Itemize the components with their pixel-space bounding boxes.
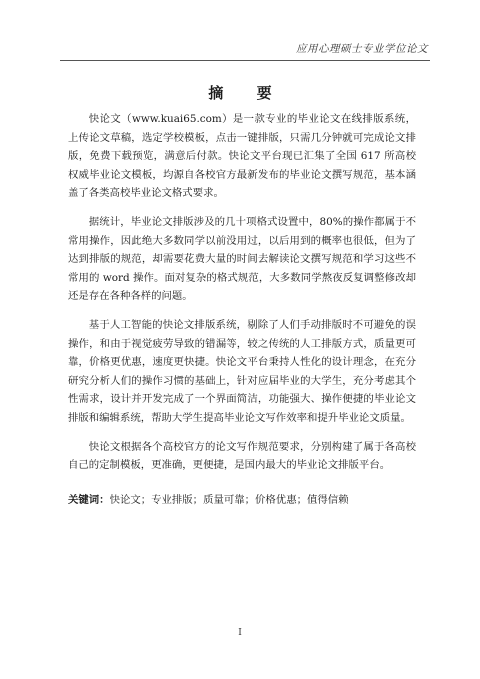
keywords-label: 关键词：	[68, 493, 110, 506]
abstract-paragraph-4: 快论文根据各个高校官方的论文写作规范要求，分别构建了属于各高校自己的定制模板，更准确，更便捷，是国内最大的毕业论文排版平台。	[68, 440, 416, 472]
abstract-paragraph-1: 快论文（www.kuai65.com）是一款专业的毕业论文在线排版系统，上传论文草稿，选定学校模板，点击一键排版，只需几分钟就可完成论文排版，免费下载预览，满意后付款。快论文平台现已汇集了全国 617 所高校权威毕业论文模板，均源自各校官方最新发布的毕业论文撰写规范，基本涵盖了各类高校毕业论文格式要求。	[68, 113, 416, 200]
keywords-text: 快论文；专业排版；质量可靠；价格优惠；值得信赖	[109, 493, 349, 506]
keywords-line	[68, 491, 416, 510]
running-header: 应用心理硕士专业学位论文	[296, 43, 428, 55]
abstract-paragraph-3: 基于人工智能的快论文排版系统，剔除了人们手动排版时不可避免的误操作，和由于视觉疲劳导致的错漏等，较之传统的人工排版方式，质量更可靠，价格更优惠，速度更快捷。快论文平台秉持人性化的设计理念，在充分研究分析人们的操作习惯的基础上，针对应届毕业的大学生，充分考虑其个性需求，设计并开发完成了一个界面简洁，功能强大、操作便捷的毕业论文排版和编辑系统，帮助大学生提高毕业论文写作效率和提升毕业论文质量。	[68, 318, 416, 424]
abstract-body	[68, 110, 416, 509]
page-number: I	[238, 628, 242, 638]
header-rule	[60, 60, 430, 61]
abstract-paragraph-2: 据统计，毕业论文排版涉及的几十项格式设置中，80%的操作都属于不常用操作，因此绝大多数同学以前没用过，以后用到的概率也很低，但为了达到排版的规范，却需要花费大量的时间去解读论文撰写规范和学习这些不常用的 word 操作。面对复杂的格式规范，大多数同学熬夜反复调整修改却还是存在各种各样的问题。	[68, 215, 416, 303]
abstract-title: 摘 要	[208, 84, 286, 102]
